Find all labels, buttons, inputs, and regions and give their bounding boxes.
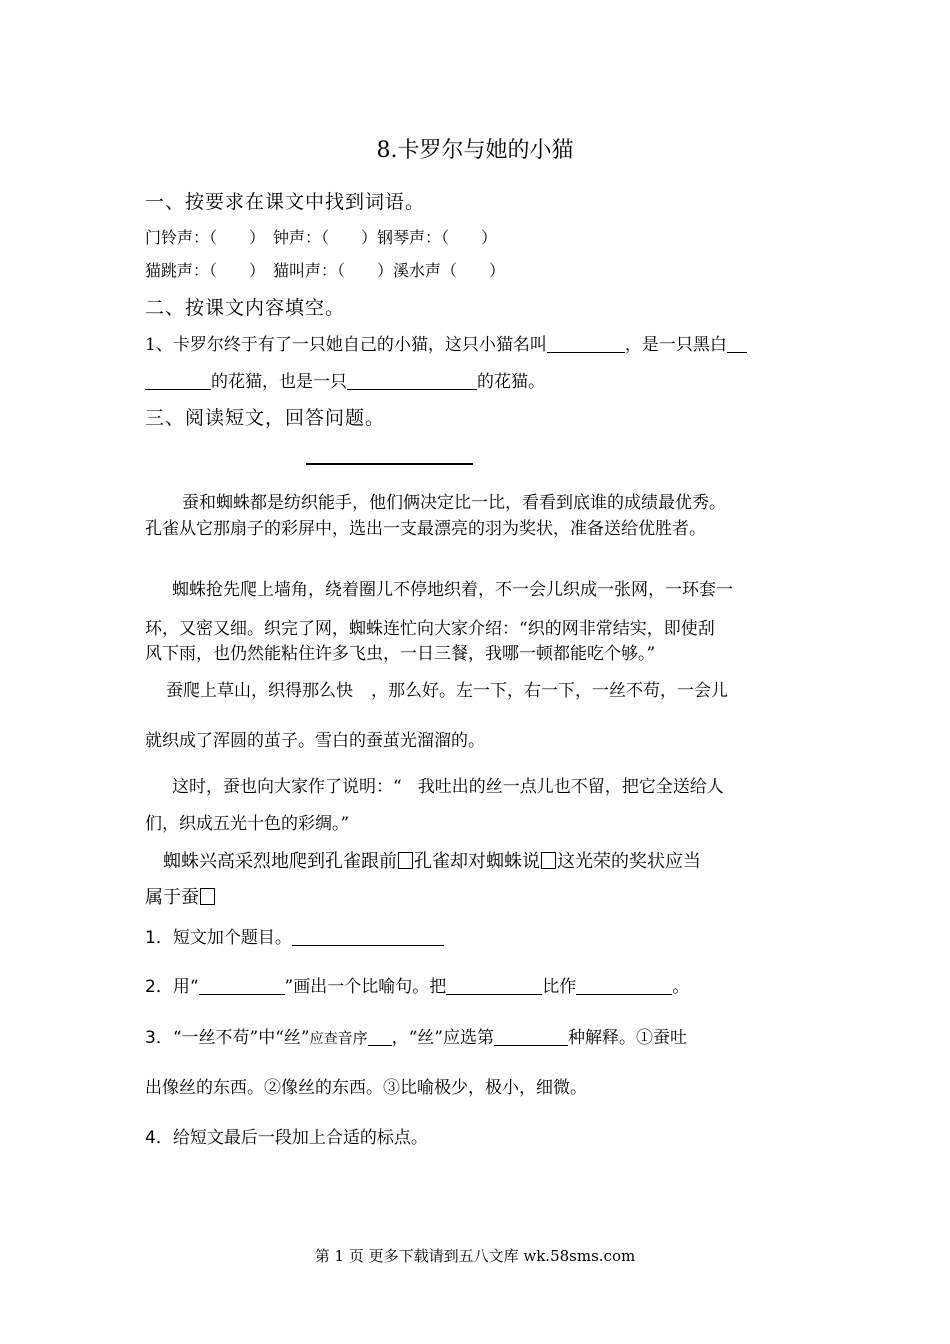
punctuation-box[interactable] xyxy=(541,852,556,869)
fill-text: 的花猫。 xyxy=(477,372,545,392)
question-text: 给短文最后一段加上合适的标点。 xyxy=(172,1128,428,1148)
passage-text: 孔雀却对蜘蛛说 xyxy=(414,851,540,872)
question-number: 1． xyxy=(145,928,173,948)
passage-text: 这光荣的奖状应当 xyxy=(557,851,701,872)
answer-blank[interactable] xyxy=(576,976,672,995)
question-1 xyxy=(145,926,444,950)
answer-blank[interactable] xyxy=(199,976,285,995)
section2-line2 xyxy=(145,370,545,394)
passage-p3-line1 xyxy=(166,679,728,703)
passage-p4-line2: 们，织成五光十色的彩绸。” xyxy=(145,814,350,834)
question-text: 。 xyxy=(672,977,690,997)
passage-text: 蜘蛛兴高采烈地爬到孔雀跟前 xyxy=(163,851,397,872)
fill-text: 1、卡罗尔终于有了一只她自己的小猫，这只小猫名叫 xyxy=(145,335,547,355)
answer-blank[interactable] xyxy=(368,1027,392,1046)
question-number: 4． xyxy=(145,1128,173,1148)
question-text: 音序 xyxy=(337,1029,368,1047)
question-text: “一丝不苟”中“丝” xyxy=(172,1028,310,1048)
passage-p5-line1 xyxy=(163,850,701,874)
question-text: 种解释。①蚕吐 xyxy=(568,1028,687,1048)
fill-text: 的花猫，也是一只 xyxy=(211,372,347,392)
question-3 xyxy=(145,1026,687,1051)
passage-p1-line1: 蚕和蜘蛛都是纺织能手，他们俩决定比一比，看看到底谁的成绩最优秀。 xyxy=(182,493,726,513)
page-footer: 第 1 页 更多下载请到五八文库 wk.58sms.com xyxy=(314,1247,636,1265)
question-text: 比作 xyxy=(542,977,577,997)
section1-heading: 一、按要求在课文中找到词语。 xyxy=(145,191,426,213)
question-text: 应查 xyxy=(309,1031,338,1047)
answer-blank[interactable] xyxy=(446,976,542,995)
answer-blank[interactable] xyxy=(145,371,211,390)
question-number: 2． xyxy=(145,977,173,997)
section3-heading: 三、阅读短文，回答问题。 xyxy=(145,407,386,429)
passage-p5-line2 xyxy=(145,886,216,910)
section1-row2: 猫跳声：（ ） 猫叫声：（ ）溪水声（ ） xyxy=(145,261,506,280)
punctuation-box[interactable] xyxy=(200,888,215,905)
passage-text: 这时，蚕也向大家作了说明：“ xyxy=(172,777,402,797)
answer-blank[interactable] xyxy=(292,927,444,946)
passage-text: 我吐出的丝一点儿也不留，把它全送给人 xyxy=(417,777,724,797)
question-text: ，“丝”应选第 xyxy=(391,1028,494,1048)
title-blank-line[interactable] xyxy=(306,463,473,465)
answer-blank[interactable] xyxy=(347,371,477,390)
passage-p2-line3: 风下雨，也仍然能粘住许多飞虫，一日三餐，我哪一顿都能吃个够。” xyxy=(145,644,656,664)
answer-blank[interactable] xyxy=(727,334,747,353)
section2-heading: 二、按课文内容填空。 xyxy=(145,297,346,319)
question-text: ”画出一个比喻句。把 xyxy=(284,977,447,997)
question-text: 用“ xyxy=(172,977,199,997)
section1-row1: 门铃声：（ ） 钟声：（ ）钢琴声：（ ） xyxy=(145,228,498,247)
passage-p1-line2: 孔雀从它那扇子的彩屏中，选出一支最漂亮的羽为奖状，准备送给优胜者。 xyxy=(145,519,706,539)
passage-p2-line2: 环，又密又细。织完了网，蜘蛛连忙向大家介绍：“织的网非常结实，即使刮 xyxy=(145,619,715,639)
question-2 xyxy=(145,975,689,999)
question-3-line2: 出像丝的东西。②像丝的东西。③比喻极少，极小，细微。 xyxy=(145,1078,587,1098)
question-4 xyxy=(145,1126,428,1150)
answer-blank[interactable] xyxy=(547,334,625,353)
passage-text: ，那么好。左一下，右一下，一丝不苟，一会儿 xyxy=(371,681,728,701)
passage-text: 属于蚕 xyxy=(145,887,199,908)
punctuation-box[interactable] xyxy=(398,852,413,869)
page-title: 8.卡罗尔与她的小猫 xyxy=(376,138,574,163)
passage-p4-line1 xyxy=(172,775,724,799)
passage-text: 蚕爬上草山，织得那么快 xyxy=(166,681,353,701)
passage-p2-line1: 蜘蛛抢先爬上墙角，绕着圈儿不停地织着，不一会儿织成一张网，一环套一 xyxy=(172,580,733,600)
fill-text: ，是一只黑白 xyxy=(624,335,727,355)
section2-line1 xyxy=(145,333,747,357)
passage-p3-line2: 就织成了浑圆的茧子。雪白的蚕茧光溜溜的。 xyxy=(145,731,485,751)
question-text: 短文加个题目。 xyxy=(172,928,292,948)
question-number: 3． xyxy=(145,1028,173,1048)
answer-blank[interactable] xyxy=(494,1027,568,1046)
